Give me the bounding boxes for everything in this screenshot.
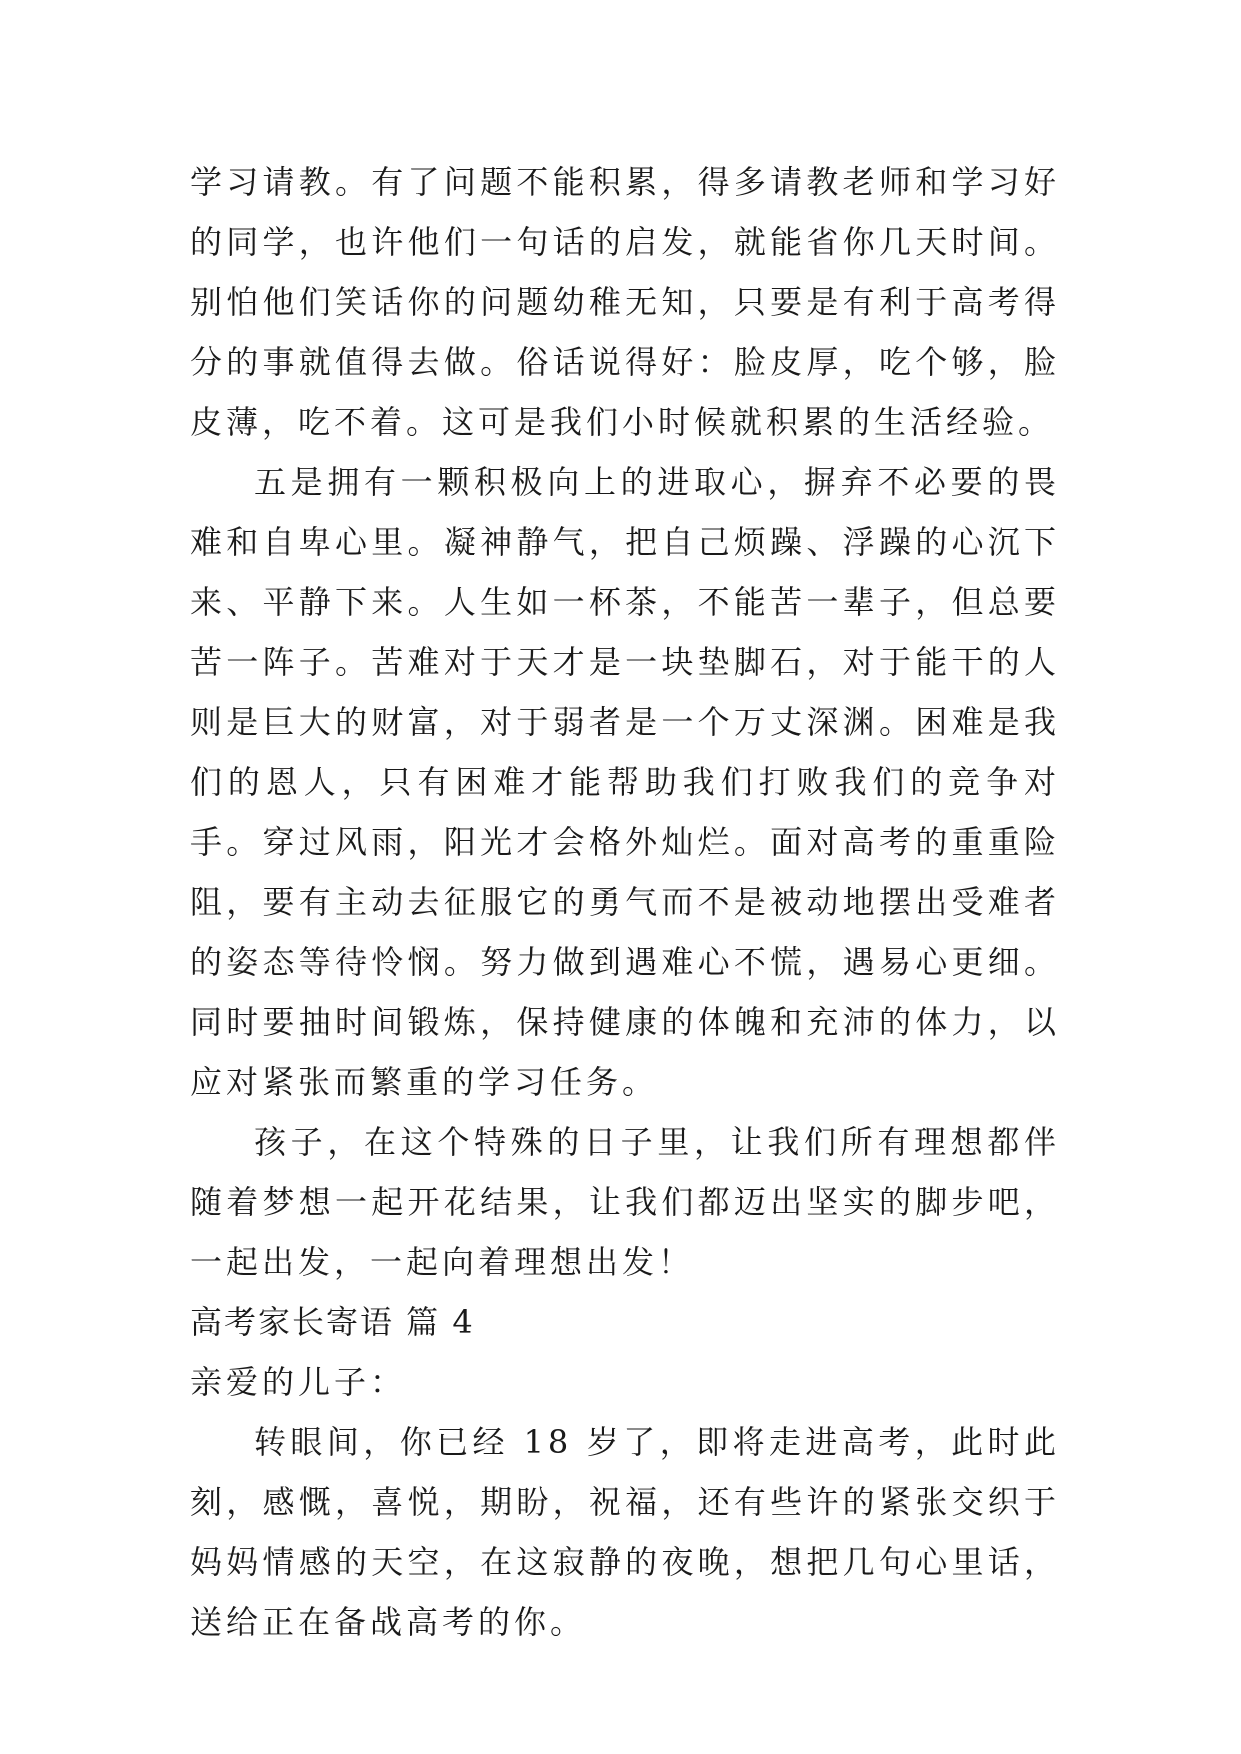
- paragraph-continued: 学习请教。有了问题不能积累，得多请教老师和学习好的同学，也许他们一句话的启发，就能省你几天时间。别怕他们笑话你的问题幼稚无知，只要是有利于高考得分的事就值得去做。俗话说得好：脸皮厚，吃个够，脸皮薄，吃不着。这可是我们小时候就积累的生活经验。: [190, 163, 1060, 441]
- paragraph-closing: 孩子，在这个特殊的日子里，让我们所有理想都伴随着梦想一起开花结果，让我们都迈出坚实的脚步吧，一起出发，一起向着理想出发！: [190, 1123, 1060, 1281]
- salutation: 亲爱的儿子：: [190, 1363, 407, 1401]
- section-title: 高考家长寄语 篇 4: [190, 1303, 475, 1341]
- paragraph-letter-first: 转眼间，你已经 18 岁了，即将走进高考，此时此刻，感慨，喜悦，期盼，祝福，还有些许的紧张交织于妈妈情感的天空，在这寂静的夜晚，想把几句心里话，送给正在备战高考的你。: [190, 1423, 1060, 1641]
- paragraph-fifth-point: 五是拥有一颗积极向上的进取心，摒弃不必要的畏难和自卑心里。凝神静气，把自己烦躁、浮躁的心沉下来、平静下来。人生如一杯茶，不能苦一辈子，但总要苦一阵子。苦难对于天才是一块垫脚石，对于能干的人则是巨大的财富，对于弱者是一个万丈深渊。困难是我们的恩人，只有困难才能帮助我们打败我们的竞争对手。穿过风雨，阳光才会格外灿烂。面对高考的重重险阻，要有主动去征服它的勇气而不是被动地摆出受难者的姿态等待怜悯。努力做到遇难心不慌，遇易心更细。同时要抽时间锻炼，保持健康的体魄和充沛的体力，以应对紧张而繁重的学习任务。: [190, 463, 1060, 1101]
- document-body: [190, 152, 1060, 1652]
